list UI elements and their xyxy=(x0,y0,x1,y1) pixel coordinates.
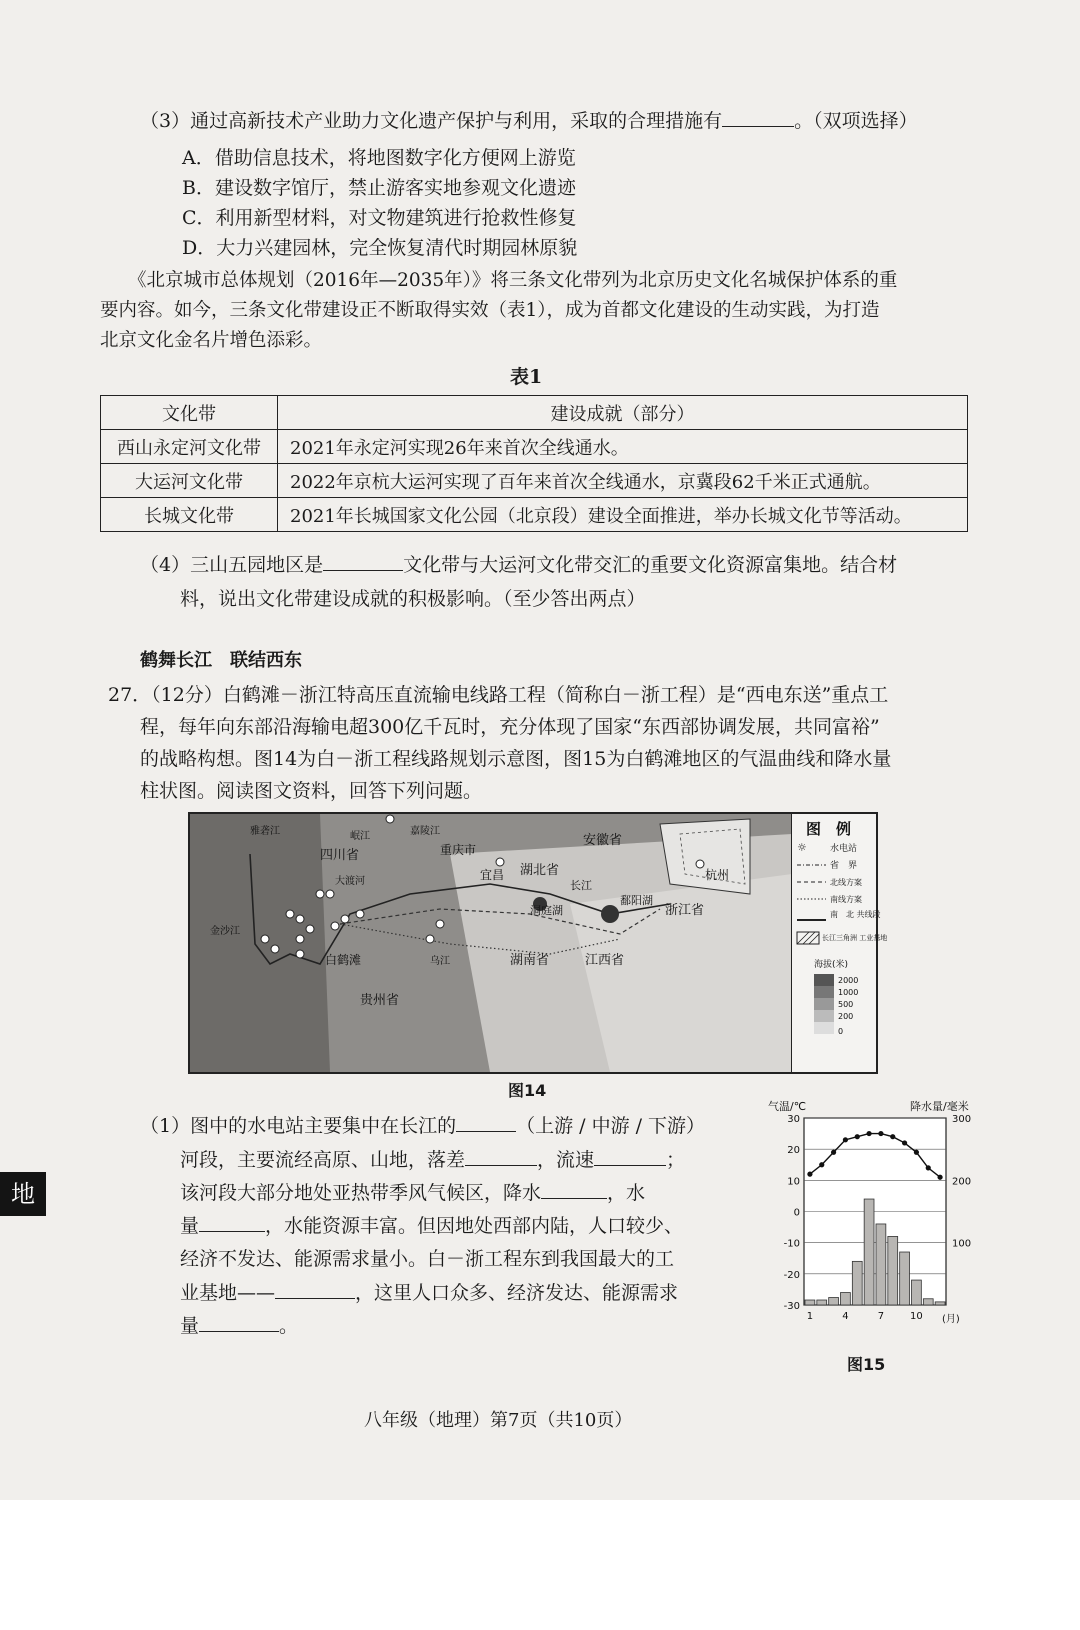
answer-blank[interactable] xyxy=(594,1147,666,1166)
map-figure-14 xyxy=(188,812,888,1074)
subject-tab: 地 xyxy=(0,1172,46,1216)
legend-title: 图 例 xyxy=(806,820,852,838)
q1-line-6 xyxy=(180,1280,678,1306)
page-footer: 八年级（地理）第7页（共10页） xyxy=(364,1410,633,1431)
temperature-point xyxy=(890,1134,895,1139)
q3-stem-text: （3）通过高新技术产业助力文化遗产保护与利用，采取的合理措施有 xyxy=(140,110,723,132)
section-title: 鹤舞长江 联结西东 xyxy=(140,650,302,671)
elevation-label: 1000 xyxy=(838,988,859,997)
temperature-point xyxy=(807,1172,812,1177)
chart-ylabel-right: 降水量/毫米 xyxy=(910,1100,969,1113)
map-label: 安徽省 xyxy=(583,833,623,848)
q1-text: 量 xyxy=(180,1315,200,1337)
answer-blank[interactable] xyxy=(456,1113,516,1132)
table-row xyxy=(101,430,968,464)
month-tick-label: 1 xyxy=(806,1311,814,1322)
map-label: 湖北省 xyxy=(520,863,560,878)
legend-item: 南 北 共线段 xyxy=(830,910,881,919)
temperature-point xyxy=(831,1150,836,1155)
precip-bar xyxy=(912,1280,922,1305)
temp-tick-label: 20 xyxy=(787,1145,800,1157)
q3-option-c: C．利用新型材料，对文物建筑进行抢救性修复 xyxy=(182,207,577,229)
map-label: 宜昌 xyxy=(480,868,505,882)
map-label: 乌江 xyxy=(430,956,450,967)
temperature-point xyxy=(855,1134,860,1139)
q4-part1: （4）三山五园地区是 xyxy=(140,554,324,576)
temperature-point xyxy=(878,1131,883,1136)
precip-bar xyxy=(817,1300,827,1305)
q4-line-2: 料，说出文化带建设成就的积极影响。（至少答出两点） xyxy=(180,588,646,610)
map-label: 江西省 xyxy=(585,953,625,968)
answer-blank[interactable] xyxy=(199,1313,279,1332)
q1-text: ，水能资源丰富。但因地处西部内陆，人口较少、 xyxy=(265,1215,684,1237)
q3-option-d: D．大力兴建园林，完全恢复清代时期园林原貌 xyxy=(182,237,578,259)
map-label: 洞庭湖 xyxy=(530,904,563,917)
table-cell: 长城文化带 xyxy=(101,498,278,532)
q1-line-2 xyxy=(180,1147,685,1173)
precip-tick-label: 100 xyxy=(952,1238,972,1250)
legend-item: 省 界 xyxy=(830,861,858,871)
q1-text: （上游 / 中游 / 下游） xyxy=(516,1115,706,1137)
q27-line-2: 程，每年向东部沿海输电超300亿千瓦时，充分体现了国家“东西部协调发展，共同富裕” xyxy=(140,716,880,738)
chart-xlabel: (月) xyxy=(942,1314,960,1325)
q1-text: 业基地—— xyxy=(180,1282,276,1304)
intro-line-1: 《北京城市总体规划（2016年—2035年）》将三条文化带列为北京历史文化名城保护体系的重 xyxy=(128,270,898,291)
q1-text: ，水 xyxy=(607,1182,646,1204)
map-label: 重庆市 xyxy=(440,843,477,857)
elevation-title: 海拔(米) xyxy=(814,960,849,970)
temperature-point xyxy=(926,1165,931,1170)
table-row xyxy=(101,464,968,498)
precip-tick-label: 200 xyxy=(952,1176,972,1188)
q1-line-1 xyxy=(140,1113,705,1139)
table-header-cell: 建设成就（部分） xyxy=(278,396,968,430)
temp-tick-label: -20 xyxy=(783,1269,800,1281)
legend-item: 长江三角洲 工业基地 xyxy=(822,934,888,942)
q3-tail: 。（双项选择） xyxy=(794,110,918,132)
table-cell: 西山永定河文化带 xyxy=(101,430,278,464)
map-label: 贵州省 xyxy=(360,993,400,1008)
elevation-label: 2000 xyxy=(838,976,859,985)
precip-bar xyxy=(935,1302,945,1305)
table-header-row xyxy=(101,396,968,430)
table-cell: 2021年永定河实现26年来首次全线通水。 xyxy=(278,430,968,464)
figure-14-caption: 图14 xyxy=(508,1081,547,1100)
month-tick-label: 10 xyxy=(910,1311,923,1322)
q4-line-1 xyxy=(140,552,897,578)
answer-blank[interactable] xyxy=(323,552,403,571)
intro-line-2: 要内容。如今，三条文化带建设正不断取得实效（表1），成为首都文化建设的生动实践，为打造 xyxy=(100,300,880,321)
q1-line-7 xyxy=(180,1313,298,1339)
elevation-label: 0 xyxy=(838,1027,844,1036)
q1-text: （1）图中的水电站主要集中在长江的 xyxy=(140,1115,457,1137)
precip-tick-label: 300 xyxy=(952,1114,972,1125)
precip-bar xyxy=(864,1199,874,1305)
q1-line-5: 经济不发达、能源需求量小。白－浙工程东到我国最大的工 xyxy=(180,1248,675,1270)
map-label: 金沙江 xyxy=(210,926,240,937)
legend-item: 南线方案 xyxy=(830,895,862,904)
map-label: 杭州 xyxy=(705,868,730,882)
map-legend-graphic xyxy=(792,814,888,1072)
month-tick-label: 7 xyxy=(877,1311,885,1322)
answer-blank[interactable] xyxy=(541,1180,607,1199)
q3-option-b: B．建设数字馆厅，禁止游客实地参观文化遗迹 xyxy=(182,177,576,199)
q4-part2: 文化带与大运河文化带交汇的重要文化资源富集地。结合材 xyxy=(403,554,898,576)
answer-blank[interactable] xyxy=(465,1147,537,1166)
table-1 xyxy=(100,395,968,532)
q1-text: 该河段大部分地处亚热带季风气候区，降水 xyxy=(180,1182,542,1204)
elevation-label: 200 xyxy=(838,1012,854,1021)
chart-ylabel-left: 气温/℃ xyxy=(768,1100,807,1113)
map-label: 雅砻江 xyxy=(250,826,280,837)
map-legend xyxy=(791,814,888,1072)
map-label: 嘉陵江 xyxy=(410,826,440,837)
temp-tick-label: -30 xyxy=(783,1301,800,1312)
temperature-point xyxy=(819,1162,824,1167)
map-label: 岷江 xyxy=(350,831,370,842)
map-label: 四川省 xyxy=(320,848,360,863)
precip-bar xyxy=(841,1293,851,1305)
precip-bar xyxy=(876,1224,886,1305)
precip-bar xyxy=(829,1298,839,1305)
q1-text: 。 xyxy=(279,1315,299,1337)
sun-icon: ☼ xyxy=(797,841,807,854)
temperature-point xyxy=(937,1175,942,1180)
q3-option-a: A．借助信息技术，将地图数字化方便网上游览 xyxy=(182,147,576,169)
q27-line-4: 柱状图。阅读图文资料，回答下列问题。 xyxy=(140,780,483,802)
q1-text: 量 xyxy=(180,1215,200,1237)
q1-line-3 xyxy=(180,1180,645,1206)
table-cell: 2022年京杭大运河实现了百年来首次全线通水，京冀段62千米正式通航。 xyxy=(278,464,968,498)
precip-bar xyxy=(852,1261,862,1305)
precip-bar xyxy=(923,1299,933,1305)
precip-bar xyxy=(805,1300,815,1305)
map-label: 湖南省 xyxy=(510,953,550,968)
q1-text: ，流速 xyxy=(537,1149,595,1171)
climate-chart xyxy=(764,1100,994,1340)
table-row xyxy=(101,498,968,532)
q3-stem xyxy=(140,108,918,134)
temp-tick-label: -10 xyxy=(783,1238,800,1250)
map-terrain xyxy=(190,814,792,1072)
table-cell: 大运河文化带 xyxy=(101,464,278,498)
answer-blank[interactable] xyxy=(275,1280,355,1299)
precip-bar xyxy=(888,1236,898,1305)
map-label: 浙江省 xyxy=(665,903,705,918)
month-tick-label: 4 xyxy=(842,1311,849,1322)
temperature-point xyxy=(914,1150,919,1155)
table-cell: 2021年长城国家文化公园（北京段）建设全面推进，举办长城文化节等活动。 xyxy=(278,498,968,532)
temp-tick-label: 0 xyxy=(793,1207,800,1219)
map-label: 长江 xyxy=(570,879,592,892)
map-label: 白鹤滩 xyxy=(325,953,362,967)
answer-blank[interactable] xyxy=(722,108,794,127)
q27-line-1: 27．（12分）白鹤滩－浙江特高压直流输电线路工程（简称白－浙工程）是“西电东送”重点工 xyxy=(108,684,889,706)
q1-text: ，这里人口众多、经济发达、能源需求 xyxy=(355,1282,679,1304)
answer-blank[interactable] xyxy=(199,1213,265,1232)
figure-15-caption: 图15 xyxy=(847,1355,886,1374)
legend-item: 北线方案 xyxy=(830,878,862,887)
table1-title: 表1 xyxy=(510,366,543,388)
temp-tick-label: 10 xyxy=(787,1176,800,1188)
q1-text: ； xyxy=(666,1149,686,1171)
temperature-point xyxy=(866,1131,871,1136)
q27-line-3: 的战略构想。图14为白－浙工程线路规划示意图，图15为白鹤滩地区的气温曲线和降水量 xyxy=(140,748,892,770)
elevation-label: 500 xyxy=(838,1000,854,1009)
temperature-point xyxy=(843,1137,848,1142)
precip-bar xyxy=(900,1252,910,1305)
blank-margin xyxy=(0,1500,1080,1630)
map-label: 鄱阳湖 xyxy=(620,894,653,907)
temp-tick-label: 30 xyxy=(787,1114,800,1125)
table-header-cell: 文化带 xyxy=(101,396,278,430)
q1-line-4 xyxy=(180,1213,683,1239)
intro-line-3: 北京文化金名片增色添彩。 xyxy=(100,330,323,351)
legend-item: 水电站 xyxy=(830,844,858,854)
map-label: 大渡河 xyxy=(335,876,365,887)
temperature-point xyxy=(902,1140,907,1145)
q1-text: 河段，主要流经高原、山地，落差 xyxy=(180,1149,466,1171)
